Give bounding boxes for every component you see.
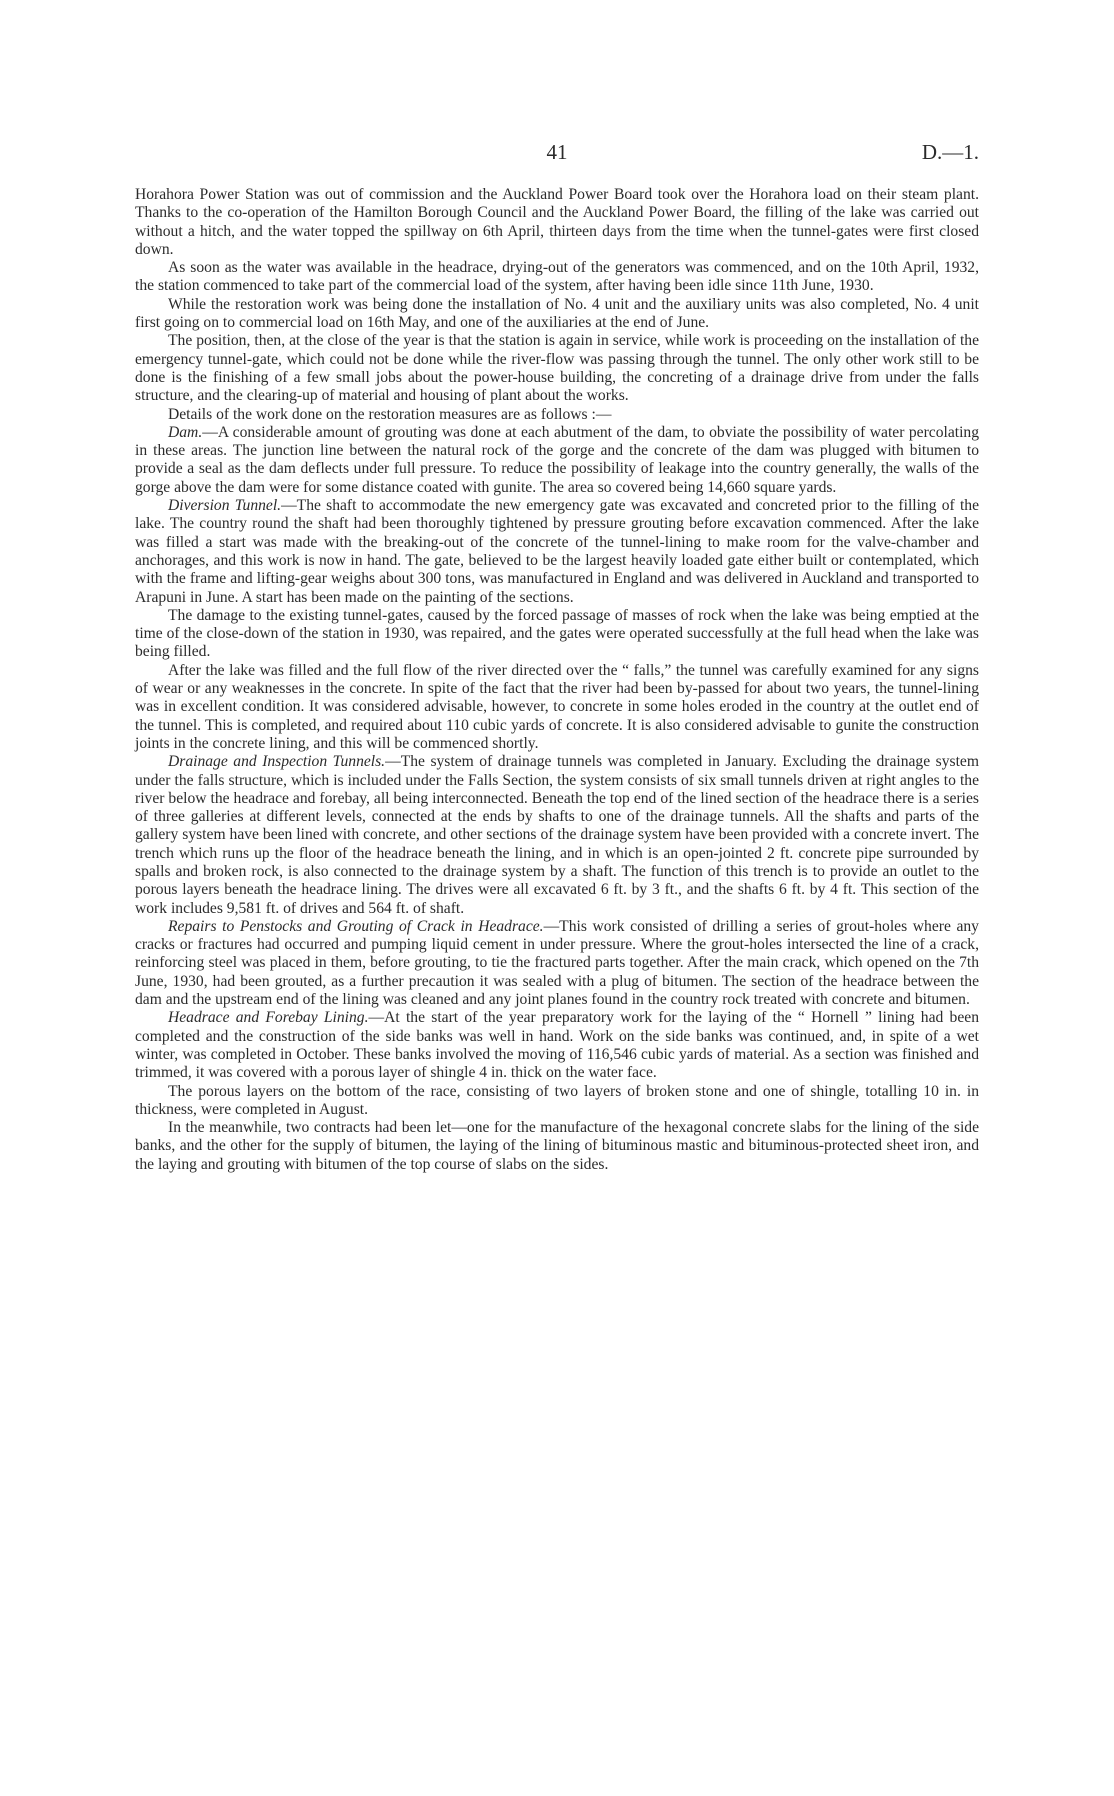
paragraph: In the meanwhile, two contracts had been let—one for the manufacture of the hexagonal concrete slabs for the lining of the side banks, and the other for the supply of bitumen, the laying of the lining of bituminous mastic and bituminous-protected sheet iron, and the laying and grouting with bitumen of the top course of slabs on the sides. bbox=[135, 1119, 979, 1173]
section-heading: Headrace and Forebay Lining. bbox=[168, 1009, 369, 1027]
paragraph: As soon as the water was available in the headrace, drying-out of the generators was commenced, and on the 10th April, 1932, the station commenced to take part of the commercial load of the system, after having been idle since 11th June, 1930. bbox=[135, 259, 979, 295]
paragraph: While the restoration work was being done the installation of No. 4 unit and the auxiliary units was also completed, No. 4 unit first going on to commercial load on 16th May, and one of the auxiliaries at the end of June. bbox=[135, 295, 979, 332]
section-heading: Dam. bbox=[168, 423, 203, 441]
page-number: 41 bbox=[546, 140, 568, 164]
paragraph: Horahora Power Station was out of commission and the Auckland Power Board took over the Horahora load on their steam plant. Thanks to the co-operation of the Hamilton Borough Council and the Auckland Power Board, the filling of the lake was carried out without a hitch, and the water topped the spillway on 6th April, thirteen days from the time when the tunnel-gates were first closed down. bbox=[135, 186, 979, 258]
paragraph: Dam.—A considerable amount of grouting was done at each abutment of the dam, to obviate the possibility of water percolating in these areas. The junction line between the natural rock of the gorge and the concrete of the dam was plugged with bitumen to provide a seal as the dam deflects under full pressure. To reduce the possibility of leakage into the country generally, the walls of the gorge above the dam were for some distance coated with gunite. The area so covered being 14,660 square yards. bbox=[135, 423, 979, 496]
paragraph: The porous layers on the bottom of the race, consisting of two layers of broken stone and one of shingle, totalling 10 in. in thickness, were completed in August. bbox=[135, 1082, 979, 1118]
section-heading: Drainage and Inspection Tunnels. bbox=[168, 753, 386, 771]
paragraph: Drainage and Inspection Tunnels.—The system of drainage tunnels was completed in January. Excluding the drainage system under the falls structure, which is included under the Falls Section, the system consists of six small tunnels driven at right angles to the river below the headrace and forebay, all being interconnected. Beneath the top end of the lined section of the headrace there is a series of three galleries at different levels, connected at the ends by shafts to one of the drainage tunnels. All the shafts and parts of the gallery system have been lined with concrete, and other sections of the drainage system have been provided with a concrete invert. The trench which runs up the floor of the headrace beneath the lining, and in which is an open-jointed 2 ft. concrete pipe surrounded by spalls and broken rock, is also connected to the drainage system by a shaft. The function of this trench is to provide an outlet to the porous layers beneath the headrace lining. The drives were all excavated 6 ft. by 3 ft., and the shafts 6 ft. by 4 ft. This section of the work includes 9,581 ft. of drives and 564 ft. of shaft. bbox=[135, 753, 979, 917]
section-heading: Diversion Tunnel. bbox=[168, 497, 282, 515]
body-text bbox=[135, 186, 979, 1174]
paragraph: Diversion Tunnel.—The shaft to accommodate the new emergency gate was excavated and concreted prior to the filling of the lake. The country round the shaft had been thoroughly tightened by pressure grouting before excavation commenced. After the lake was filled a start was made with the breaking-out of the concrete of the tunnel-lining to make room for the valve-chamber and anchorages, and this work is now in hand. The gate, believed to be the largest heavily loaded gate either built or contemplated, which with the frame and lifting-gear weighs about 300 tons, was manufactured in England and was delivered in Auckland and transported to Arapuni in June. A start has been made on the painting of the sections. bbox=[135, 497, 979, 606]
page-header bbox=[135, 140, 979, 170]
section-heading: Repairs to Penstocks and Grouting of Crack in Headrace. bbox=[168, 917, 544, 935]
paragraph: After the lake was filled and the full flow of the river directed over the “ falls,” the tunnel was carefully examined for any signs of wear or any weaknesses in the concrete. In spite of the fact that the river had been by-passed for about two years, the tunnel-lining was in excellent condition. It was considered advisable, however, to concrete in some holes eroded in the country at the outlet end of the tunnel. This is completed, and required about 110 cubic yards of concrete. It is also considered advisable to gunite the construction joints in the concrete lining, and this will be commenced shortly. bbox=[135, 661, 979, 752]
document-reference: D.—1. bbox=[921, 140, 979, 164]
paragraph: Headrace and Forebay Lining.—At the start of the year preparatory work for the laying of the “ Hornell ” lining had been completed and the construction of the side banks was well in hand. Work on the side banks was continued, and, in spite of a wet winter, was completed in October. These banks involved the moving of 116,546 cubic yards of material. As a section was finished and trimmed, it was covered with a porous layer of shingle 4 in. thick on the water face. bbox=[135, 1009, 979, 1082]
paragraph: The damage to the existing tunnel-gates, caused by the forced passage of masses of rock when the lake was being emptied at the time of the close-down of the station in 1930, was repaired, and the gates were operated successfully at the full head when the lake was being filled. bbox=[135, 606, 979, 661]
paragraph: Repairs to Penstocks and Grouting of Crack in Headrace.—This work consisted of drilling a series of grout-holes where any cracks or fractures had occurred and pumping liquid cement in under pressure. Where the grout-holes intersected the line of a crack, reinforcing steel was placed in them, before grouting, to tie the fractured parts together. After the main crack, which opened on the 7th June, 1930, had been grouted, as a further precaution it was sealed with a plug of bitumen. The section of the headrace between the dam and the upstream end of the lining was cleaned and any joint planes found in the country rock treated with concrete and bitumen. bbox=[135, 917, 979, 1009]
paragraph: The position, then, at the close of the year is that the station is again in service, while work is proceeding on the installation of the emergency tunnel-gate, which could not be done while the river-flow was passing through the tunnel. The only other work still to be done is the finishing of a few small jobs about the power-house building, the concreting of a drainage drive from under the falls structure, and the clearing-up of material and housing of plant about the works. bbox=[135, 332, 979, 405]
paragraph: Details of the work done on the restoration measures are as follows :— bbox=[168, 405, 612, 423]
